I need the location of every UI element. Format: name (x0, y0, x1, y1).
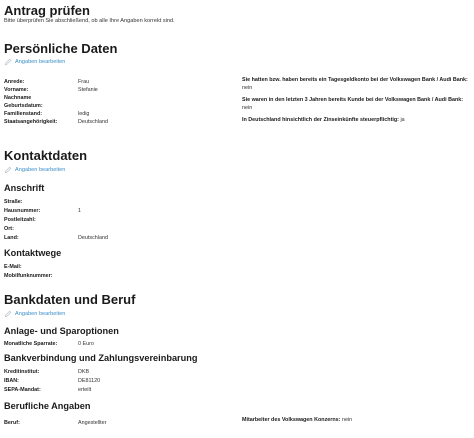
field-label: Land: (4, 235, 19, 241)
subheading-account: Bankverbindung und Zahlungsvereinbarung (4, 353, 198, 363)
edit-link-label: Angaben bearbeiten (15, 310, 66, 317)
field-value: 0 Euro (78, 341, 94, 347)
field-label: Beruf: (4, 420, 20, 426)
field-value: ledig (78, 111, 90, 117)
field-row (4, 78, 108, 86)
field-row (4, 207, 108, 215)
edit-contact-link[interactable] (4, 165, 65, 174)
field-row (4, 263, 78, 271)
field-row (4, 234, 108, 242)
field-row (4, 368, 100, 376)
field-label: Geburtsdatum: (4, 103, 43, 109)
account-fields (4, 368, 100, 394)
field-label: Ort: (4, 226, 14, 232)
pencil-icon (4, 310, 12, 318)
subheading-job: Berufliche Angaben (4, 401, 91, 411)
question-text: In Deutschland hinsichtlich der Zinseinkünfte steuerpflichtig: (242, 117, 399, 123)
subheading-address: Anschrift (4, 183, 45, 193)
field-label: Mobilfunknummer: (4, 273, 53, 279)
savings-fields (4, 340, 94, 348)
question-row (242, 116, 470, 124)
field-row (4, 377, 100, 385)
field-value: 1 (78, 208, 81, 214)
edit-personal-link[interactable] (4, 57, 65, 66)
field-label: E-Mail: (4, 264, 22, 270)
job-fields (4, 419, 106, 427)
field-row (4, 225, 108, 233)
answer-text: nein (242, 105, 253, 111)
question-text: Sie waren in den letzten 3 Jahren bereits Kunde bei der Volkswagen Bank / Audi Bank: (242, 97, 464, 103)
section-heading-contact: Kontaktdaten (4, 148, 88, 163)
edit-link-label: Angaben bearbeiten (15, 58, 66, 65)
pencil-icon (4, 58, 12, 66)
question-text: Sie hatten bzw. haben bereits ein Tagesgeldkonto bei der Volkswagen Bank / Audi Bank: (242, 77, 468, 83)
field-row (4, 86, 108, 94)
subheading-savings: Anlage- und Sparoptionen (4, 326, 119, 336)
job-question (242, 416, 470, 424)
field-row (4, 419, 106, 427)
field-row (4, 340, 94, 348)
field-label: Familienstand: (4, 111, 43, 117)
field-label: Postleitzahl: (4, 217, 36, 223)
field-row (4, 110, 108, 118)
edit-bank-link[interactable] (4, 309, 65, 318)
personal-questions (242, 76, 470, 124)
question-text: Mitarbeiter des Volkswagen Konzerns: (242, 417, 341, 423)
answer-text: nein (341, 417, 353, 423)
address-fields (4, 198, 108, 242)
field-label: Staatsangehörigkeit: (4, 119, 58, 125)
question-row (242, 416, 470, 424)
field-label: Anrede: (4, 79, 25, 85)
field-label: SEPA-Mandat: (4, 387, 41, 393)
field-row (4, 216, 108, 224)
field-value: Frau (78, 79, 90, 85)
intro-text: Bitte überprüfen Sie abschließend, ob alle Ihre Angaben korrekt sind. (4, 18, 175, 24)
field-label: Straße: (4, 199, 23, 205)
field-value: DE81120 (78, 378, 101, 384)
field-label: Vorname: (4, 87, 29, 93)
edit-link-label: Angaben bearbeiten (15, 166, 66, 173)
section-heading-personal: Persönliche Daten (4, 41, 118, 56)
pencil-icon (4, 166, 12, 174)
field-label: IBAN: (4, 378, 19, 384)
field-value: Deutschland (78, 119, 108, 125)
field-row (4, 118, 108, 126)
field-row (4, 198, 108, 206)
section-heading-bank: Bankdaten und Beruf (4, 292, 136, 307)
field-label: Monatliche Sparrate: (4, 341, 58, 347)
contact-channel-fields (4, 263, 78, 280)
field-row (4, 102, 108, 110)
personal-fields (4, 78, 108, 126)
field-label: Nachname (4, 95, 32, 101)
answer-text: ja (400, 117, 405, 123)
field-value: Angestellter (78, 420, 107, 426)
subheading-contact-channels: Kontaktwege (4, 248, 62, 258)
field-value: Deutschland (78, 235, 108, 241)
field-label: Hausnummer: (4, 208, 41, 214)
answer-text: nein (242, 85, 253, 91)
field-row (4, 272, 78, 280)
field-label: Kreditinstitut: (4, 369, 40, 375)
field-row (4, 94, 108, 102)
field-row (4, 386, 100, 394)
field-value: erteilt (78, 387, 92, 393)
page-title: Antrag prüfen (4, 3, 90, 18)
field-value: Stefanie (78, 87, 98, 93)
field-value: DKB (78, 369, 90, 375)
